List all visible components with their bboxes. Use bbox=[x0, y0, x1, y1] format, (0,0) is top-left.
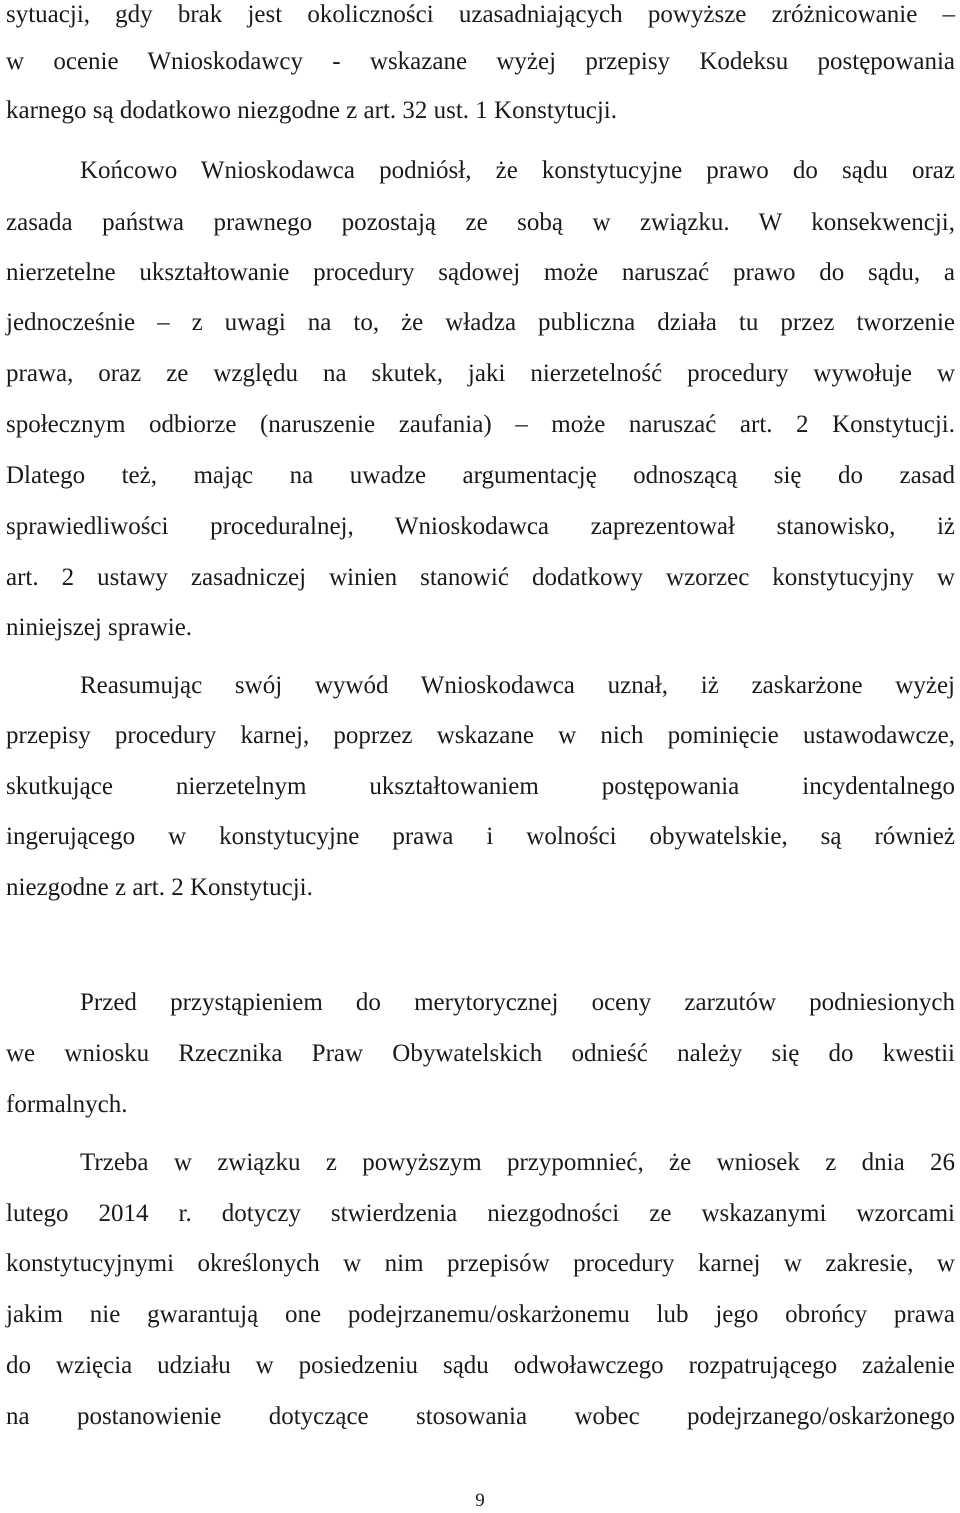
text-line: w ocenie Wnioskodawcy - wskazane wyżej przepisy Kodeksu postępowania bbox=[6, 48, 955, 75]
text-line: karnego są dodatkowo niezgodne z art. 32 ust. 1 Konstytucji. bbox=[6, 97, 617, 124]
text-line: niezgodne z art. 2 Konstytucji. bbox=[6, 874, 313, 901]
text-line: formalnych. bbox=[6, 1091, 128, 1118]
text-line: do wzięcia udziału w posiedzeniu sądu odwoławczego rozpatrującego zażalenie bbox=[6, 1352, 955, 1379]
text-line: lutego 2014 r. dotyczy stwierdzenia niezgodności ze wskazanymi wzorcami bbox=[6, 1200, 955, 1227]
text-line: jakim nie gwarantują one podejrzanemu/oskarżonemu lub jego obrońcy prawa bbox=[6, 1301, 955, 1328]
page-number: 9 bbox=[475, 1490, 485, 1511]
text-line: Przed przystąpieniem do merytorycznej oceny zarzutów podniesionych bbox=[80, 989, 955, 1016]
text-line: sytuacji, gdy brak jest okoliczności uzasadniających powyższe zróżnicowanie – bbox=[6, 1, 955, 28]
text-line: jednocześnie – z uwagi na to, że władza publiczna działa tu przez tworzenie bbox=[6, 309, 955, 336]
text-line: ingerującego w konstytucyjne prawa i wolności obywatelskie, są również bbox=[6, 823, 955, 850]
text-line: konstytucyjnymi określonych w nim przepisów procedury karnej w zakresie, w bbox=[6, 1250, 955, 1277]
text-line: zasada państwa prawnego pozostają ze sobą w związku. W konsekwencji, bbox=[6, 209, 955, 236]
text-line: przepisy procedury karnej, poprzez wskazane w nich pominięcie ustawodawcze, bbox=[6, 722, 955, 749]
text-line: Końcowo Wnioskodawca podniósł, że konstytucyjne prawo do sądu oraz bbox=[80, 157, 955, 184]
text-line: sprawiedliwości proceduralnej, Wnioskodawca zaprezentował stanowisko, iż bbox=[6, 513, 955, 540]
text-line: społecznym odbiorze (naruszenie zaufania) – może naruszać art. 2 Konstytucji. bbox=[6, 411, 955, 438]
text-line: nierzetelne ukształtowanie procedury sądowej może naruszać prawo do sądu, a bbox=[6, 259, 955, 286]
text-line: skutkujące nierzetelnym ukształtowaniem postępowania incydentalnego bbox=[6, 773, 955, 800]
text-line: Dlatego też, mając na uwadze argumentację odnoszącą się do zasad bbox=[6, 462, 955, 489]
text-line: we wniosku Rzecznika Praw Obywatelskich odnieść należy się do kwestii bbox=[6, 1040, 955, 1067]
text-line: na postanowienie dotyczące stosowania wobec podejrzanego/oskarżonego bbox=[6, 1403, 955, 1430]
text-line: art. 2 ustawy zasadniczej winien stanowić dodatkowy wzorzec konstytucyjny w bbox=[6, 564, 955, 591]
text-line: niniejszej sprawie. bbox=[6, 614, 193, 641]
text-line: prawa, oraz ze względu na skutek, jaki nierzetelność procedury wywołuje w bbox=[6, 360, 955, 387]
text-line: Reasumując swój wywód Wnioskodawca uznał, iż zaskarżone wyżej bbox=[80, 672, 955, 699]
text-line: Trzeba w związku z powyższym przypomnieć, że wniosek z dnia 26 bbox=[80, 1149, 955, 1176]
